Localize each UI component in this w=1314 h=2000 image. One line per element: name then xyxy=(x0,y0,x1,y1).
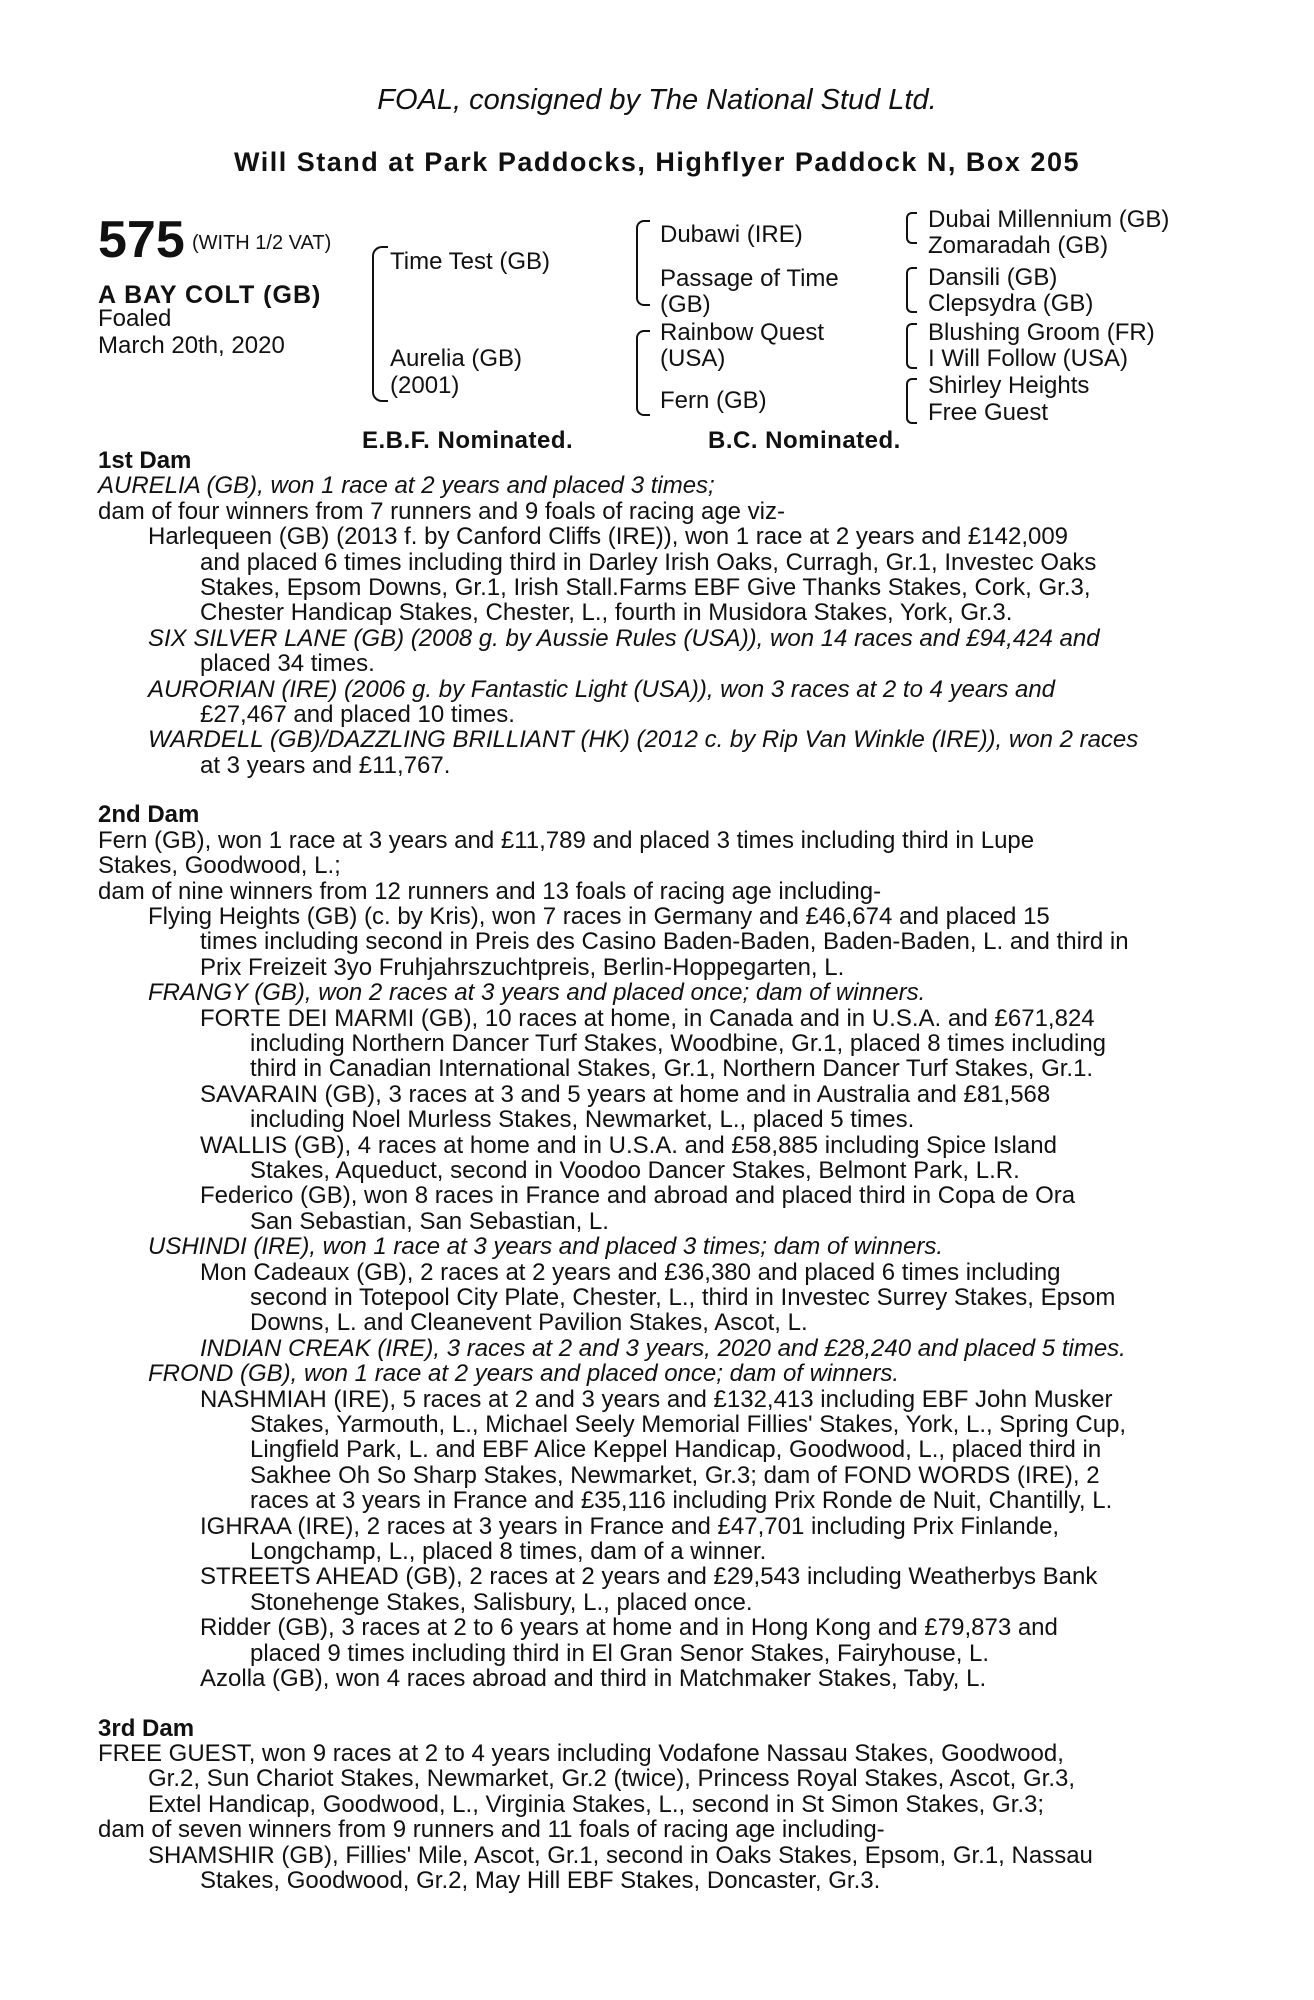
produce-entry-cont: Stakes, Goodwood, Gr.2, May Hill EBF Stakes, Doncaster, Gr.3. xyxy=(200,1866,881,1894)
grandproduce-entry-cont: placed 9 times including third in El Gran Senor Stakes, Fairyhouse, L. xyxy=(250,1639,990,1667)
grandproduce-entry-cont: including Northern Dancer Turf Stakes, Woodbine, Gr.1, placed 8 times including xyxy=(250,1029,1107,1057)
pedigree-sire: Time Test (GB) xyxy=(390,248,551,275)
produce-entry-cont: and placed 6 times including third in Darley Irish Oaks, Curragh, Gr.1, Investec Oaks xyxy=(200,548,1097,576)
pedigree-damsire: Rainbow Quest xyxy=(660,319,825,346)
grandproduce-entry: WALLIS (GB), 4 races at home and in U.S.A. and £58,885 including Spice Island xyxy=(200,1131,1057,1159)
stand-location: Will Stand at Park Paddocks, Highflyer Paddock N, Box 205 xyxy=(234,147,1080,177)
produce-entry: USHINDI (IRE), won 1 race at 3 years and placed 3 times; dam of winners. xyxy=(148,1233,943,1261)
produce-entry: SHAMSHIR (GB), Fillies' Mile, Ascot, Gr.1, second in Oaks Stakes, Epsom, Gr.1, Nassau xyxy=(148,1841,1093,1869)
grandproduce-entry: FORTE DEI MARMI (GB), 10 races at home, in Canada and in U.S.A. and £671,824 xyxy=(200,1004,1095,1032)
grandproduce-entry: INDIAN CREAK (IRE), 3 races at 2 and 3 years, 2020 and £28,240 and placed 5 times. xyxy=(200,1334,1126,1362)
produce-entry-cont: Chester Handicap Stakes, Chester, L., fourth in Musidora Stakes, York, Gr.3. xyxy=(200,599,1013,627)
consignment-line: FOAL, consigned by The National Stud Ltd. xyxy=(377,84,937,116)
grandproduce-entry-cont: Downs, L. and Cleanevent Pavilion Stakes, Ascot, L. xyxy=(250,1309,808,1337)
section-heading: 2nd Dam xyxy=(98,801,200,829)
produce-entry: FROND (GB), won 1 race at 2 years and placed once; dam of winners. xyxy=(148,1360,899,1388)
pedigree-ancestor: Shirley Heights xyxy=(928,372,1090,399)
grandproduce-entry-cont: third in Canadian International Stakes, Gr.1, Northern Dancer Turf Stakes, Gr.1. xyxy=(250,1055,1094,1083)
grandproduce-entry: Mon Cadeaux (GB), 2 races at 2 years and £36,380 and placed 6 times including xyxy=(200,1258,1061,1286)
bc-nomination: B.C. Nominated. xyxy=(708,427,901,454)
produce-entry-cont: placed 34 times. xyxy=(200,650,375,678)
foaled-label: Foaled xyxy=(98,305,172,332)
grandproduce-entry-cont: Longchamp, L., placed 8 times, dam of a winner. xyxy=(250,1538,767,1566)
produce-entry-cont: Prix Freizeit 3yo Fruhjahrszuchtpreis, Berlin-Hoppegarten, L. xyxy=(200,953,845,981)
foaled-date: March 20th, 2020 xyxy=(98,332,285,359)
grandproduce-entry: SAVARAIN (GB), 3 races at 3 and 5 years at home and in Australia and £81,568 xyxy=(200,1080,1051,1108)
grandproduce-entry: IGHRAA (IRE), 2 races at 3 years in France and £47,701 including Prix Finlande, xyxy=(200,1512,1060,1540)
grandproduce-entry-cont: San Sebastian, San Sebastian, L. xyxy=(250,1207,609,1235)
grandproduce-entry-cont: Stonehenge Stakes, Salisbury, L., placed once. xyxy=(250,1588,753,1616)
produce-entry: Flying Heights (GB) (c. by Kris), won 7 races in Germany and £46,674 and placed 15 xyxy=(148,902,1050,930)
produce-entry: SIX SILVER LANE (GB) (2008 g. by Aussie Rules (USA)), won 14 races and £94,424 and xyxy=(148,624,1100,652)
pedigree-brace xyxy=(906,267,917,313)
grandproduce-entry-cont: Stakes, Yarmouth, L., Michael Seely Memorial Fillies' Stakes, York, L., Spring Cup, xyxy=(250,1411,1127,1439)
pedigree-ancestor: Free Guest xyxy=(928,399,1049,426)
produce-entry: AURORIAN (IRE) (2006 g. by Fantastic Light (USA)), won 3 races at 2 to 4 years and xyxy=(148,675,1056,703)
lot-title: A BAY COLT (GB) xyxy=(98,281,322,309)
produce-entry-cont: Stakes, Epsom Downs, Gr.1, Irish Stall.Farms EBF Give Thanks Stakes, Cork, Gr.3, xyxy=(200,574,1091,602)
produce-entry: WARDELL (GB)/DAZZLING BRILLIANT (HK) (2012 c. by Rip Van Winkle (IRE)), won 2 races xyxy=(148,726,1139,754)
produce-entry-cont: at 3 years and £11,767. xyxy=(200,751,451,779)
pedigree-ancestor: Blushing Groom (FR) xyxy=(928,319,1155,346)
pedigree-brace xyxy=(906,212,917,244)
section-heading: 3rd Dam xyxy=(98,1714,195,1742)
dam-summary: Fern (GB), won 1 race at 3 years and £11,789 and placed 3 times including third in Lupe xyxy=(98,826,1035,854)
grandproduce-entry: STREETS AHEAD (GB), 2 races at 2 years and £29,543 including Weatherbys Bank xyxy=(200,1563,1098,1591)
pedigree-damsire-origin: (USA) xyxy=(660,345,726,372)
grandproduce-entry-cont: Stakes, Aqueduct, second in Voodoo Dancer Stakes, Belmont Park, L.R. xyxy=(250,1156,1020,1184)
grandproduce-entry-cont: races at 3 years in France and £35,116 including Prix Ronde de Nuit, Chantilly, L. xyxy=(250,1487,1113,1515)
lot-number: 575 xyxy=(98,211,185,269)
pedigree-notes xyxy=(98,448,1208,1893)
grandproduce-entry-cont: Lingfield Park, L. and EBF Alice Keppel Handicap, Goodwood, L., placed third in xyxy=(250,1436,1102,1464)
dam-summary-cont: Stakes, Goodwood, L.; xyxy=(98,852,341,880)
pedigree-ancestor: Dubai Millennium (GB) xyxy=(928,206,1170,233)
pedigree-brace xyxy=(636,220,650,306)
produce-entry-cont: times including second in Preis des Casino Baden-Baden, Baden-Baden, L. and third in xyxy=(200,928,1129,956)
grandproduce-entry: NASHMIAH (IRE), 5 races at 2 and 3 years and £132,413 including EBF John Musker xyxy=(200,1385,1113,1413)
pedigree-grandsire: Dubawi (IRE) xyxy=(660,221,803,248)
pedigree-second-dam: Fern (GB) xyxy=(660,387,767,414)
grandproduce-entry-cont: Sakhee Oh So Sharp Stakes, Newmarket, Gr.3; dam of FOND WORDS (IRE), 2 xyxy=(250,1461,1100,1489)
pedigree-ancestor: Zomaradah (GB) xyxy=(928,232,1109,259)
pedigree-brace xyxy=(906,323,917,369)
vat-note: (WITH 1/2 VAT) xyxy=(192,232,332,254)
produce-summary: dam of four winners from 7 runners and 9 foals of racing age viz- xyxy=(98,497,785,525)
pedigree-brace xyxy=(636,330,650,416)
section-heading: 1st Dam xyxy=(98,447,192,474)
dam-summary: AURELIA (GB), won 1 race at 2 years and placed 3 times; xyxy=(98,472,715,500)
dam-summary-cont: Gr.2, Sun Chariot Stakes, Newmarket, Gr.2 (twice), Princess Royal Stakes, Ascot, Gr.3, xyxy=(148,1765,1075,1793)
pedigree-ancestor: I Will Follow (USA) xyxy=(928,345,1129,372)
produce-summary: dam of seven winners from 9 runners and 11 foals of racing age including- xyxy=(98,1816,885,1844)
pedigree-ancestor: Dansili (GB) xyxy=(928,264,1058,291)
ebf-nomination: E.B.F. Nominated. xyxy=(362,427,574,454)
pedigree-brace xyxy=(372,246,388,402)
dam-summary: FREE GUEST, won 9 races at 2 to 4 years including Vodafone Nassau Stakes, Goodwood, xyxy=(98,1739,1064,1767)
produce-entry-cont: £27,467 and placed 10 times. xyxy=(200,701,515,729)
pedigree-granddam: Passage of Time xyxy=(660,265,839,292)
dam-summary-cont: Extel Handicap, Goodwood, L., Virginia Stakes, L., second in St Simon Stakes, Gr.3; xyxy=(148,1790,1045,1818)
produce-entry: Harlequeen (GB) (2013 f. by Canford Cliffs (IRE)), won 1 race at 2 years and £142,009 xyxy=(148,523,1069,551)
grandproduce-entry: Federico (GB), won 8 races in France and abroad and placed third in Copa de Ora xyxy=(200,1182,1076,1210)
produce-summary: dam of nine winners from 12 runners and 13 foals of racing age including- xyxy=(98,877,882,905)
grandproduce-entry: Ridder (GB), 3 races at 2 to 6 years at home and in Hong Kong and £79,873 and xyxy=(200,1614,1058,1642)
pedigree-brace xyxy=(906,378,917,424)
pedigree-dam-year: (2001) xyxy=(390,372,460,399)
grandproduce-entry: Azolla (GB), won 4 races abroad and third in Matchmaker Stakes, Taby, L. xyxy=(200,1665,987,1693)
pedigree-ancestor: Clepsydra (GB) xyxy=(928,290,1094,317)
grandproduce-entry-cont: second in Totepool City Plate, Chester, L., third in Investec Surrey Stakes, Epsom xyxy=(250,1284,1116,1311)
pedigree-granddam-origin: (GB) xyxy=(660,291,711,318)
produce-entry: FRANGY (GB), won 2 races at 3 years and placed once; dam of winners. xyxy=(148,979,926,1007)
grandproduce-entry-cont: including Noel Murless Stakes, Newmarket, L., placed 5 times. xyxy=(250,1106,915,1134)
pedigree-dam: Aurelia (GB) xyxy=(390,345,523,372)
